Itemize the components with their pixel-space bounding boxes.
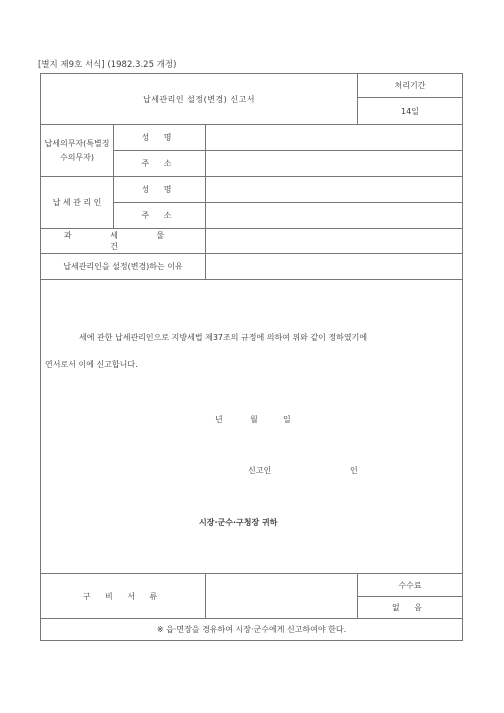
reason-field[interactable] bbox=[206, 254, 463, 280]
declaration-line-1: 세에 관한 납세관리인으로 지방세법 제37조의 규정에 의하여 위와 같이 정하였기에 bbox=[79, 333, 368, 342]
reporter-label: 신고인 bbox=[248, 466, 272, 475]
manager-address-field[interactable] bbox=[206, 203, 463, 229]
taxpayer-name-label: 성 명 bbox=[114, 125, 206, 151]
taxpayer-address-label: 주 소 bbox=[114, 151, 206, 177]
footer-note: ※ 읍·면장을 경유하여 시장·군수에게 신고하여야 한다. bbox=[41, 619, 463, 641]
manager-address-label: 주 소 bbox=[114, 203, 206, 229]
required-documents-label: 구 비 서 류 bbox=[41, 574, 206, 619]
date-year-label: 년 bbox=[215, 415, 223, 424]
processing-period-label: 처리기간 bbox=[358, 74, 463, 98]
taxable-object-label: 과 세 물 건 bbox=[41, 229, 206, 254]
fee-value: 없 음 bbox=[358, 597, 463, 619]
manager-label: 납 세 관 리 인 bbox=[41, 177, 114, 229]
reason-label: 납세관리인을 설정(변경)하는 이유 bbox=[41, 254, 206, 280]
processing-period-value: 14일 bbox=[358, 98, 463, 125]
manager-name-label: 성 명 bbox=[114, 177, 206, 203]
seal-label: 인 bbox=[350, 466, 358, 475]
taxpayer-address-field[interactable] bbox=[206, 151, 463, 177]
taxpayer-label: 납세의무자(특별징수의무자) bbox=[41, 125, 114, 177]
fee-label: 수수료 bbox=[358, 574, 463, 597]
form-number-note: [별지 제9호 서식] (1982.3.25 개정) bbox=[38, 60, 177, 70]
date-day-label: 일 bbox=[283, 415, 291, 424]
required-documents-field[interactable] bbox=[206, 574, 358, 619]
addressee: 시장·군수·구청장 귀하 bbox=[199, 518, 278, 527]
report-form bbox=[40, 73, 463, 641]
manager-name-field[interactable] bbox=[206, 177, 463, 203]
taxpayer-name-field[interactable] bbox=[206, 125, 463, 151]
date-month-label: 월 bbox=[250, 415, 258, 424]
declaration-line-2: 연서로서 이에 신고합니다. bbox=[45, 360, 138, 369]
declaration-section bbox=[41, 280, 463, 574]
taxable-object-field[interactable] bbox=[206, 229, 463, 254]
form-title: 납세관리인 설정(변경) 신고서 bbox=[41, 74, 358, 125]
